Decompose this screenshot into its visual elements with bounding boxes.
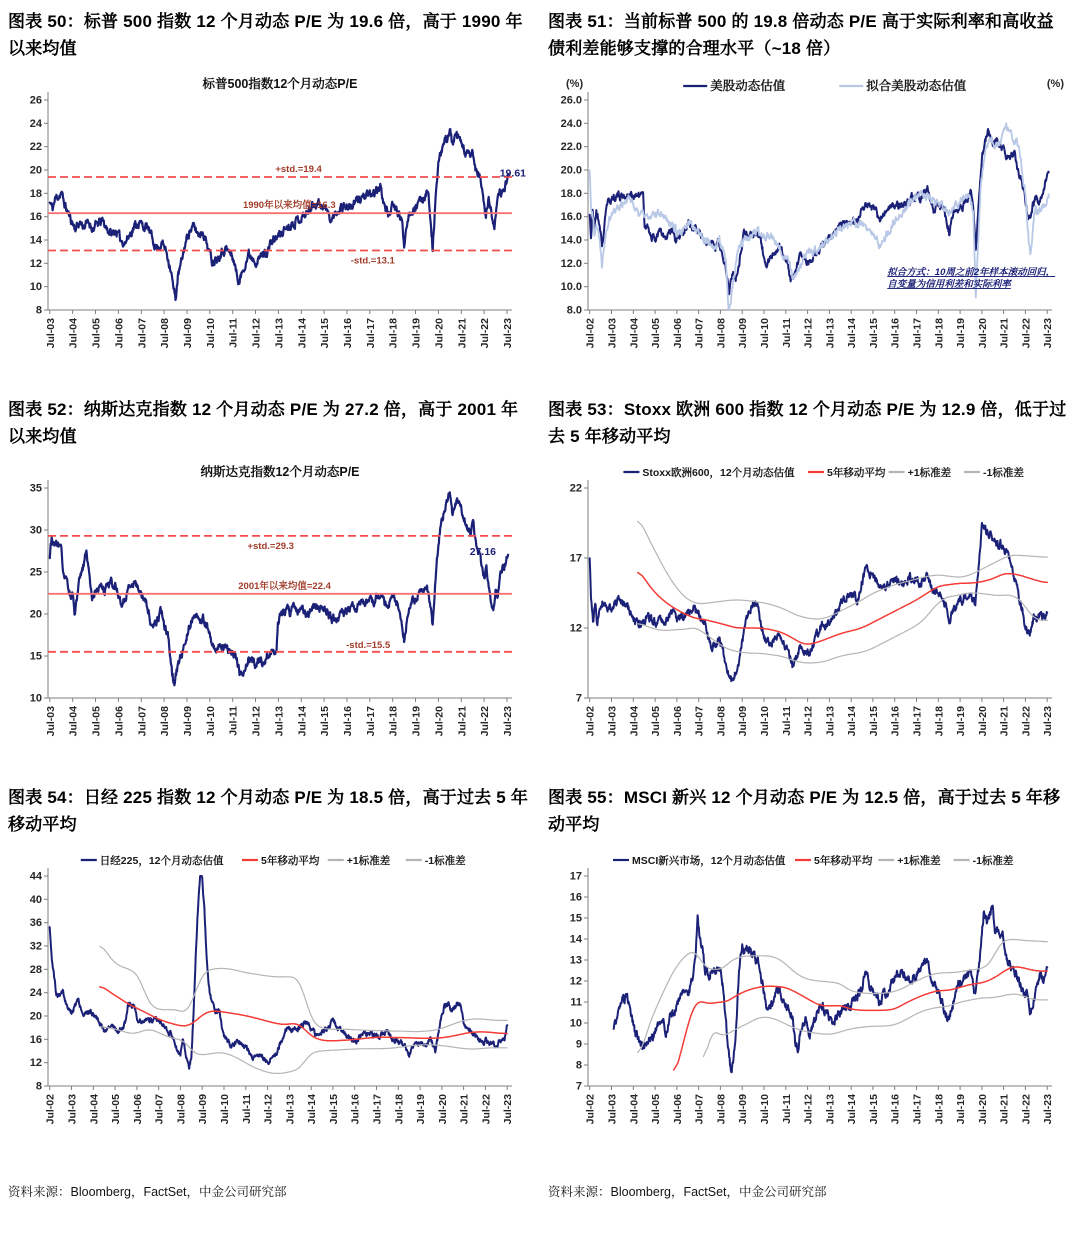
svg-text:Jul-21: Jul-21 — [998, 1094, 1011, 1125]
svg-text:Jul-07: Jul-07 — [136, 706, 149, 737]
svg-text:Jul-13: Jul-13 — [284, 1094, 297, 1125]
source-note-right: 资料来源：Bloomberg，FactSet，中金公司研究部 — [548, 1185, 827, 1199]
svg-text:Jul-03: Jul-03 — [606, 706, 619, 737]
svg-text:日经225，12个月动态估值: 日经225，12个月动态估值 — [99, 854, 224, 867]
svg-text:Jul-06: Jul-06 — [131, 1094, 144, 1125]
svg-text:Jul-02: Jul-02 — [584, 318, 597, 349]
svg-text:Jul-10: Jul-10 — [219, 1094, 231, 1125]
svg-text:16.0: 16.0 — [560, 211, 582, 224]
svg-text:Jul-19: Jul-19 — [955, 318, 968, 349]
svg-text:Jul-13: Jul-13 — [824, 1094, 837, 1125]
svg-text:20: 20 — [29, 164, 42, 177]
svg-text:Jul-12: Jul-12 — [802, 706, 815, 737]
svg-text:Jul-12: Jul-12 — [262, 1094, 275, 1125]
svg-text:Jul-08: Jul-08 — [715, 318, 728, 349]
chart-sp500-actual-vs-fitted-pe — [548, 74, 1068, 376]
figure-heading-55: 图表 55：MSCI 新兴 12 个月动态 P/E 为 12.5 倍，高于过去 5 年移动平均 — [548, 788, 1061, 835]
chart-nikkei225-forward-pe — [8, 850, 528, 1152]
svg-text:Jul-05: Jul-05 — [650, 1094, 663, 1125]
svg-text:Jul-19: Jul-19 — [410, 706, 423, 737]
svg-text:9: 9 — [575, 1038, 582, 1051]
svg-text:Jul-18: Jul-18 — [933, 1094, 946, 1125]
svg-text:Jul-10: Jul-10 — [204, 706, 217, 737]
svg-text:15: 15 — [29, 650, 42, 663]
svg-text:+1标准差: +1标准差 — [897, 854, 941, 867]
svg-text:16: 16 — [569, 891, 582, 904]
svg-text:18.0: 18.0 — [560, 187, 582, 200]
svg-text:Jul-09: Jul-09 — [197, 1094, 210, 1125]
svg-text:Jul-13: Jul-13 — [273, 318, 286, 349]
svg-text:28: 28 — [29, 963, 42, 976]
svg-text:美股动态估值: 美股动态估值 — [710, 78, 786, 93]
svg-text:16: 16 — [29, 211, 42, 224]
svg-text:35: 35 — [29, 482, 42, 495]
svg-text:Jul-11: Jul-11 — [240, 1094, 253, 1124]
svg-text:Jul-10: Jul-10 — [759, 1094, 771, 1125]
svg-text:Jul-03: Jul-03 — [66, 1094, 79, 1125]
svg-text:+1标准差: +1标准差 — [346, 854, 391, 867]
svg-text:Jul-04: Jul-04 — [628, 1094, 641, 1125]
svg-text:Jul-17: Jul-17 — [911, 1094, 924, 1125]
svg-text:20: 20 — [29, 608, 42, 621]
svg-text:Jul-06: Jul-06 — [671, 318, 684, 349]
svg-text:Jul-07: Jul-07 — [693, 1094, 706, 1125]
svg-text:Jul-16: Jul-16 — [349, 1094, 362, 1125]
svg-text:Jul-22: Jul-22 — [1020, 1094, 1033, 1125]
svg-text:Jul-18: Jul-18 — [933, 318, 946, 349]
svg-text:22: 22 — [29, 141, 42, 154]
svg-text:Jul-03: Jul-03 — [606, 318, 619, 349]
chart-msci-em-forward-pe — [548, 850, 1068, 1152]
svg-text:24: 24 — [29, 117, 42, 130]
svg-text:Jul-23: Jul-23 — [502, 318, 514, 349]
svg-text:14: 14 — [569, 933, 582, 946]
svg-text:Jul-19: Jul-19 — [415, 1094, 428, 1125]
svg-text:Jul-04: Jul-04 — [628, 706, 641, 737]
svg-text:Jul-04: Jul-04 — [88, 1094, 101, 1125]
svg-text:Jul-11: Jul-11 — [780, 1094, 793, 1124]
svg-text:16: 16 — [29, 1033, 42, 1046]
svg-text:11: 11 — [570, 996, 582, 1009]
svg-text:(%): (%) — [1046, 78, 1064, 90]
svg-text:Jul-15: Jul-15 — [867, 1094, 880, 1125]
svg-text:Stoxx欧洲600，12个月动态估值: Stoxx欧洲600，12个月动态估值 — [642, 466, 795, 479]
svg-text:Jul-09: Jul-09 — [737, 318, 750, 349]
svg-text:(%): (%) — [566, 78, 584, 90]
svg-text:Jul-14: Jul-14 — [296, 318, 309, 349]
svg-text:Jul-12: Jul-12 — [802, 318, 815, 349]
svg-text:Jul-20: Jul-20 — [976, 706, 989, 737]
svg-text:Jul-09: Jul-09 — [737, 1094, 750, 1125]
svg-text:Jul-20: Jul-20 — [433, 318, 446, 349]
svg-text:Jul-04: Jul-04 — [67, 706, 80, 737]
svg-text:18: 18 — [29, 187, 42, 200]
svg-text:Jul-11: Jul-11 — [227, 318, 240, 348]
svg-text:Jul-18: Jul-18 — [933, 706, 946, 737]
svg-text:Jul-21: Jul-21 — [998, 706, 1011, 737]
svg-text:8: 8 — [35, 304, 42, 317]
svg-text:Jul-03: Jul-03 — [606, 1094, 619, 1125]
svg-text:Jul-08: Jul-08 — [715, 706, 728, 737]
svg-text:标普500指数12个月动态P/E: 标普500指数12个月动态P/E — [202, 77, 358, 91]
svg-text:7: 7 — [575, 692, 582, 705]
svg-text:Jul-12: Jul-12 — [250, 318, 263, 349]
svg-text:15: 15 — [569, 912, 582, 925]
svg-text:Jul-06: Jul-06 — [671, 706, 684, 737]
svg-text:Jul-20: Jul-20 — [436, 1094, 449, 1125]
svg-text:Jul-03: Jul-03 — [44, 706, 57, 737]
svg-text:12: 12 — [569, 975, 582, 988]
svg-text:36: 36 — [29, 917, 42, 930]
svg-text:Jul-20: Jul-20 — [433, 706, 446, 737]
svg-text:Jul-10: Jul-10 — [204, 318, 217, 349]
svg-text:-1标准差: -1标准差 — [424, 854, 466, 867]
figure-heading-53: 图表 53：Stoxx 欧洲 600 指数 12 个月动态 P/E 为 12.9 倍，低于过去 5 年移动平均 — [548, 400, 1067, 447]
svg-text:Jul-09: Jul-09 — [737, 706, 750, 737]
panel-nikkei-pe — [0, 784, 540, 1152]
svg-text:Jul-05: Jul-05 — [90, 706, 103, 737]
panel-stoxx600-pe — [540, 396, 1080, 764]
svg-text:Jul-23: Jul-23 — [502, 706, 514, 737]
svg-text:Jul-15: Jul-15 — [327, 1094, 340, 1125]
svg-text:Jul-23: Jul-23 — [1042, 1094, 1055, 1125]
svg-text:14.0: 14.0 — [560, 234, 582, 247]
panel-sp500-fitted-pe — [540, 8, 1080, 376]
svg-text:自变量为信用利差和实际利率: 自变量为信用利差和实际利率 — [887, 279, 1011, 290]
svg-text:19.61: 19.61 — [499, 167, 526, 180]
svg-text:Jul-02: Jul-02 — [584, 706, 597, 737]
panel-nasdaq-pe — [0, 396, 540, 764]
svg-text:Jul-04: Jul-04 — [628, 318, 641, 349]
svg-text:Jul-22: Jul-22 — [1020, 318, 1033, 349]
svg-text:Jul-11: Jul-11 — [227, 706, 240, 736]
svg-text:Jul-15: Jul-15 — [867, 318, 880, 349]
svg-text:Jul-14: Jul-14 — [846, 706, 859, 737]
chart-sp500-forward-pe — [8, 74, 528, 376]
svg-text:Jul-07: Jul-07 — [153, 1094, 166, 1125]
svg-text:22.0: 22.0 — [560, 141, 582, 154]
svg-text:Jul-06: Jul-06 — [113, 318, 126, 349]
svg-text:Jul-06: Jul-06 — [113, 706, 126, 737]
svg-text:Jul-15: Jul-15 — [867, 706, 880, 737]
svg-text:Jul-11: Jul-11 — [780, 318, 793, 348]
svg-text:25: 25 — [29, 566, 42, 579]
svg-text:8.0: 8.0 — [566, 304, 582, 317]
svg-text:12: 12 — [569, 622, 582, 635]
svg-text:2001年以来均值=22.4: 2001年以来均值=22.4 — [238, 580, 331, 592]
chart-nasdaq-forward-pe — [8, 462, 528, 764]
svg-text:1990年以来均值=16.3: 1990年以来均值=16.3 — [242, 200, 336, 212]
svg-text:Jul-19: Jul-19 — [410, 318, 423, 349]
svg-text:10.0: 10.0 — [560, 281, 582, 294]
svg-text:Jul-21: Jul-21 — [456, 318, 469, 349]
svg-text:Jul-23: Jul-23 — [502, 1094, 515, 1125]
svg-text:Jul-15: Jul-15 — [319, 706, 332, 737]
svg-text:Jul-20: Jul-20 — [976, 318, 989, 349]
svg-text:Jul-16: Jul-16 — [889, 706, 902, 737]
svg-text:拟合美股动态估值: 拟合美股动态估值 — [866, 78, 967, 93]
svg-text:Jul-21: Jul-21 — [458, 1094, 471, 1125]
svg-text:Jul-13: Jul-13 — [273, 706, 286, 737]
svg-text:12: 12 — [29, 257, 42, 270]
svg-text:Jul-17: Jul-17 — [371, 1094, 384, 1125]
svg-text:Jul-08: Jul-08 — [175, 1094, 188, 1125]
svg-text:Jul-16: Jul-16 — [342, 318, 354, 349]
figure-heading-51: 图表 51：当前标普 500 的 19.8 倍动态 P/E 高于实际利率和高收益债利差能够支撑的合理水平（~18 倍） — [548, 12, 1054, 59]
svg-text:17: 17 — [569, 552, 582, 565]
svg-text:Jul-10: Jul-10 — [759, 706, 771, 737]
source-note-left: 资料来源：Bloomberg，FactSet，中金公司研究部 — [8, 1185, 287, 1199]
svg-text:-1标准差: -1标准差 — [983, 466, 1024, 479]
svg-text:Jul-20: Jul-20 — [976, 1094, 989, 1125]
svg-text:26.0: 26.0 — [560, 94, 582, 107]
svg-text:14: 14 — [29, 234, 42, 247]
svg-text:Jul-07: Jul-07 — [136, 318, 149, 349]
svg-text:+std.=19.4: +std.=19.4 — [275, 164, 322, 175]
figure-heading-54: 图表 54：日经 225 指数 12 个月动态 P/E 为 18.5 倍，高于过去 5 年移动平均 — [8, 788, 529, 835]
svg-text:Jul-15: Jul-15 — [319, 318, 332, 349]
svg-text:Jul-17: Jul-17 — [911, 318, 924, 349]
svg-text:拟合方式：10周之前2年样本滚动回归，: 拟合方式：10周之前2年样本滚动回归， — [887, 267, 1056, 278]
svg-text:Jul-05: Jul-05 — [90, 318, 103, 349]
svg-text:13: 13 — [569, 954, 582, 967]
svg-text:Jul-22: Jul-22 — [480, 1094, 493, 1125]
svg-text:Jul-21: Jul-21 — [456, 706, 469, 737]
svg-text:Jul-14: Jul-14 — [846, 1094, 859, 1125]
svg-text:Jul-17: Jul-17 — [364, 706, 377, 737]
svg-text:Jul-08: Jul-08 — [159, 706, 172, 737]
svg-text:Jul-14: Jul-14 — [306, 1094, 319, 1125]
svg-text:Jul-22: Jul-22 — [479, 706, 492, 737]
svg-text:20: 20 — [29, 1010, 42, 1023]
svg-text:12: 12 — [29, 1057, 42, 1070]
figure-heading-50: 图表 50：标普 500 指数 12 个月动态 P/E 为 19.6 倍，高于 1990 年以来均值 — [8, 12, 523, 59]
svg-text:纳斯达克指数12个月动态P/E: 纳斯达克指数12个月动态P/E — [200, 465, 360, 479]
svg-text:8: 8 — [575, 1059, 582, 1072]
svg-text:Jul-13: Jul-13 — [824, 706, 837, 737]
svg-text:27.16: 27.16 — [469, 546, 496, 558]
svg-text:24.0: 24.0 — [560, 117, 582, 130]
svg-text:30: 30 — [29, 524, 42, 537]
svg-text:Jul-14: Jul-14 — [846, 318, 859, 349]
svg-text:Jul-02: Jul-02 — [44, 1094, 57, 1125]
svg-text:-std.=13.1: -std.=13.1 — [350, 255, 395, 267]
svg-text:Jul-17: Jul-17 — [911, 706, 924, 737]
svg-text:Jul-19: Jul-19 — [955, 1094, 968, 1125]
svg-text:Jul-16: Jul-16 — [889, 318, 902, 349]
svg-text:-std.=15.5: -std.=15.5 — [346, 639, 391, 651]
svg-text:20.0: 20.0 — [560, 164, 582, 177]
svg-text:Jul-17: Jul-17 — [364, 318, 377, 349]
svg-text:Jul-05: Jul-05 — [650, 318, 663, 349]
svg-text:8: 8 — [35, 1080, 42, 1093]
svg-text:Jul-05: Jul-05 — [650, 706, 663, 737]
svg-text:5年移动平均: 5年移动平均 — [814, 854, 873, 867]
svg-text:Jul-06: Jul-06 — [671, 1094, 684, 1125]
svg-text:Jul-18: Jul-18 — [387, 318, 400, 349]
svg-text:-1标准差: -1标准差 — [972, 854, 1014, 867]
svg-text:24: 24 — [29, 987, 42, 1000]
svg-text:Jul-19: Jul-19 — [955, 706, 968, 737]
panel-sp500-pe — [0, 8, 540, 376]
svg-text:5年移动平均: 5年移动平均 — [261, 854, 320, 867]
svg-text:5年移动平均: 5年移动平均 — [827, 466, 886, 479]
svg-text:Jul-09: Jul-09 — [182, 318, 194, 349]
svg-text:Jul-12: Jul-12 — [250, 706, 263, 737]
svg-text:Jul-03: Jul-03 — [44, 318, 57, 349]
panel-msci-em-pe — [540, 784, 1080, 1152]
svg-text:32: 32 — [29, 940, 42, 953]
svg-text:26: 26 — [29, 94, 42, 107]
svg-text:Jul-23: Jul-23 — [1042, 318, 1055, 349]
svg-text:Jul-22: Jul-22 — [1020, 706, 1033, 737]
svg-text:Jul-16: Jul-16 — [889, 1094, 902, 1125]
svg-text:10: 10 — [29, 692, 42, 705]
svg-text:12.0: 12.0 — [560, 257, 582, 270]
svg-text:10: 10 — [569, 1017, 582, 1030]
svg-text:Jul-22: Jul-22 — [479, 318, 492, 349]
svg-text:Jul-23: Jul-23 — [1042, 706, 1055, 737]
svg-text:+1标准差: +1标准差 — [907, 466, 952, 479]
svg-text:Jul-18: Jul-18 — [387, 706, 400, 737]
svg-text:40: 40 — [29, 893, 42, 906]
svg-text:Jul-08: Jul-08 — [159, 318, 172, 349]
svg-text:Jul-09: Jul-09 — [182, 706, 194, 737]
svg-text:Jul-02: Jul-02 — [584, 1094, 597, 1125]
svg-text:Jul-11: Jul-11 — [780, 706, 793, 736]
svg-text:Jul-18: Jul-18 — [393, 1094, 406, 1125]
svg-text:Jul-07: Jul-07 — [693, 318, 706, 349]
svg-text:MSCI新兴市场，12个月动态估值: MSCI新兴市场，12个月动态估值 — [632, 854, 786, 867]
svg-text:Jul-10: Jul-10 — [759, 318, 771, 349]
svg-text:17: 17 — [569, 870, 582, 883]
svg-text:Jul-08: Jul-08 — [715, 1094, 728, 1125]
svg-text:Jul-07: Jul-07 — [693, 706, 706, 737]
svg-text:Jul-13: Jul-13 — [824, 318, 837, 349]
figure-heading-52: 图表 52：纳斯达克指数 12 个月动态 P/E 为 27.2 倍，高于 2001 年以来均值 — [8, 400, 519, 447]
svg-text:44: 44 — [29, 870, 42, 883]
svg-text:10: 10 — [29, 281, 42, 294]
svg-text:Jul-21: Jul-21 — [998, 318, 1011, 349]
svg-text:Jul-16: Jul-16 — [342, 706, 354, 737]
svg-text:Jul-04: Jul-04 — [67, 318, 80, 349]
svg-text:Jul-12: Jul-12 — [802, 1094, 815, 1125]
chart-stoxx600-forward-pe — [548, 462, 1068, 764]
svg-text:+std.=29.3: +std.=29.3 — [247, 540, 294, 552]
svg-text:22: 22 — [569, 482, 582, 495]
svg-text:7: 7 — [575, 1080, 582, 1093]
svg-text:Jul-05: Jul-05 — [110, 1094, 123, 1125]
svg-text:Jul-14: Jul-14 — [296, 706, 309, 737]
